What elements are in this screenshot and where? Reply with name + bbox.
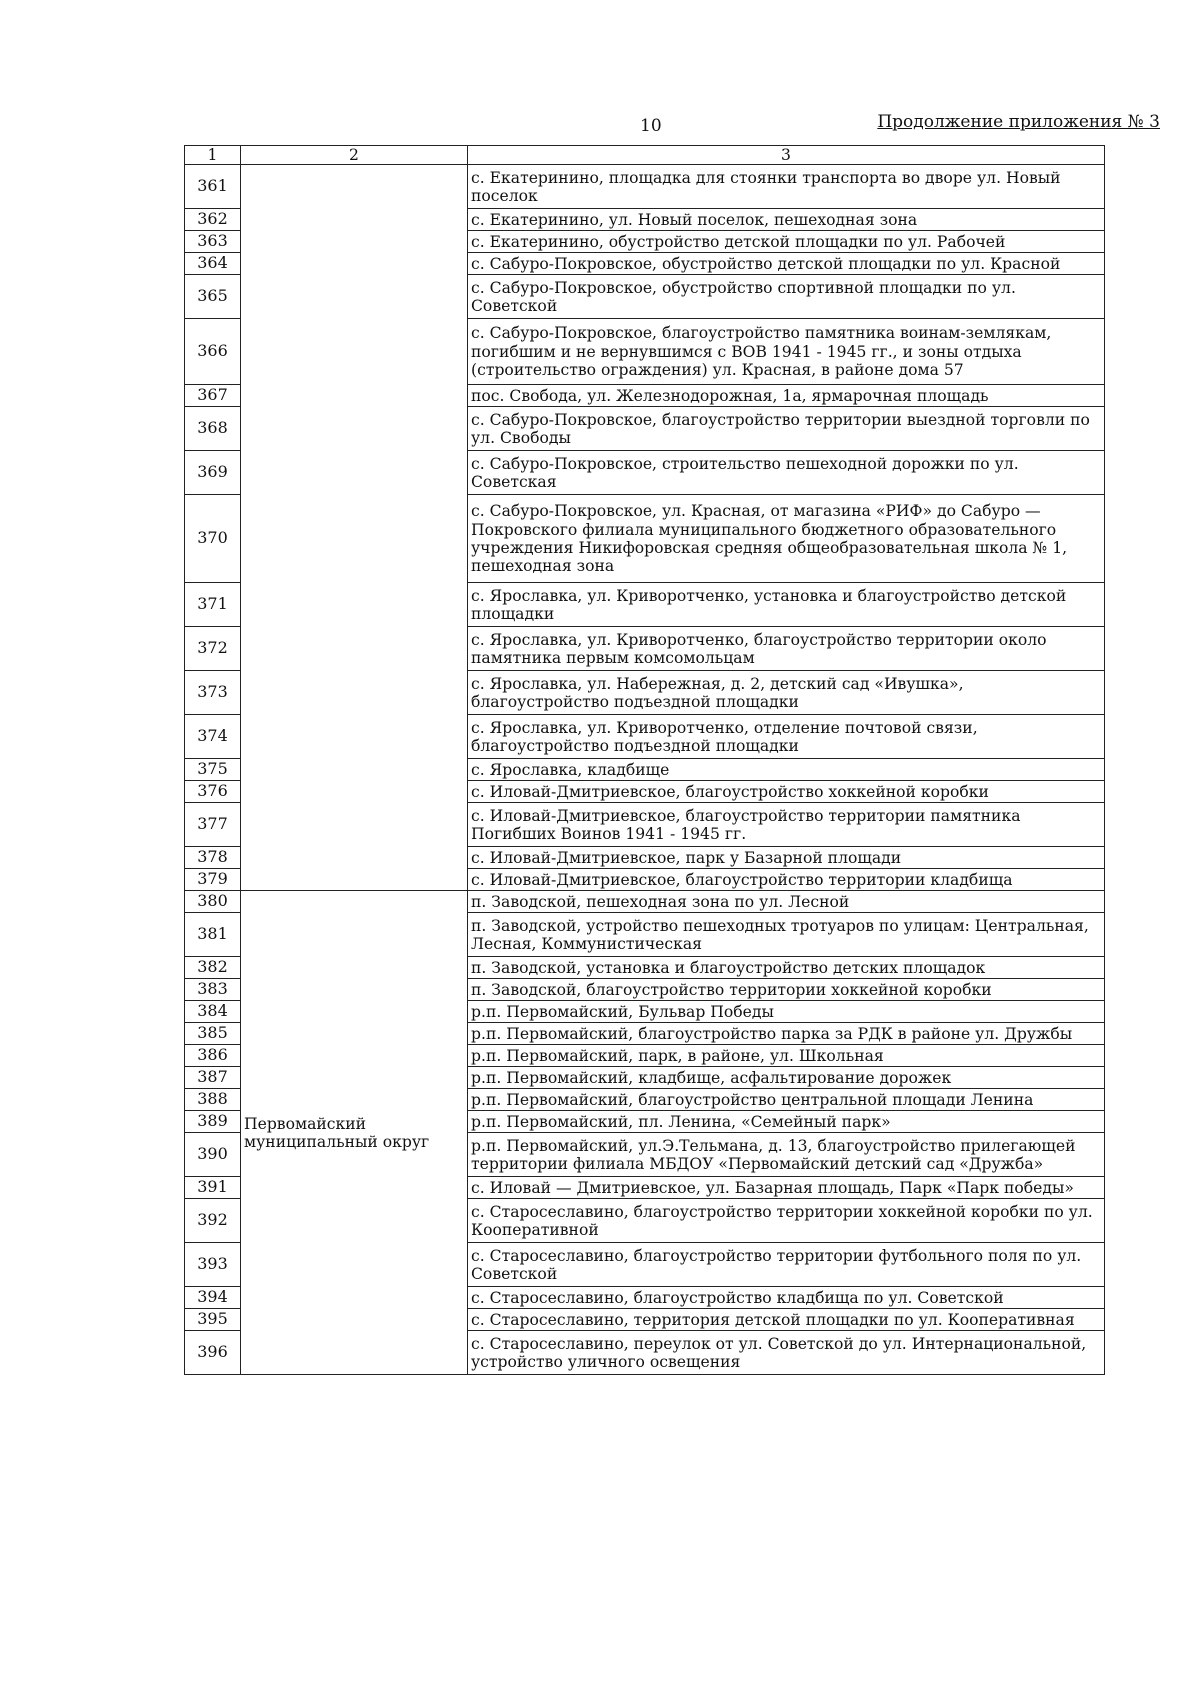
object-description: пос. Свобода, ул. Железнодорожная, 1а, ярмарочная площадь bbox=[468, 385, 1105, 407]
object-description: с. Екатеринино, обустройство детской площадки по ул. Рабочей bbox=[468, 231, 1105, 253]
row-number: 368 bbox=[185, 407, 241, 451]
row-number: 384 bbox=[185, 1001, 241, 1023]
row-number: 380 bbox=[185, 891, 241, 913]
object-description: р.п. Первомайский, благоустройство центральной площади Ленина bbox=[468, 1089, 1105, 1111]
object-description: с. Старосеславино, территория детской площадки по ул. Кооперативная bbox=[468, 1309, 1105, 1331]
table-row bbox=[185, 165, 1105, 209]
row-number: 369 bbox=[185, 451, 241, 495]
column-header-1: 1 bbox=[185, 146, 241, 165]
object-description: с. Сабуро-Покровское, обустройство детской площадки по ул. Красной bbox=[468, 253, 1105, 275]
row-number: 389 bbox=[185, 1111, 241, 1133]
object-description: п. Заводской, устройство пешеходных тротуаров по улицам: Центральная, Лесная, Коммунистическая bbox=[468, 913, 1105, 957]
row-number: 373 bbox=[185, 671, 241, 715]
row-number: 391 bbox=[185, 1177, 241, 1199]
row-number: 374 bbox=[185, 715, 241, 759]
object-description: р.п. Первомайский, Бульвар Победы bbox=[468, 1001, 1105, 1023]
table-row bbox=[185, 891, 1105, 913]
object-description: р.п. Первомайский, ул.Э.Тельмана, д. 13, благоустройство прилегающей территории филиала МБДОУ «Первомайский детский сад «Дружба» bbox=[468, 1133, 1105, 1177]
row-number: 363 bbox=[185, 231, 241, 253]
object-description: с. Ярославка, ул. Криворотченко, благоустройство территории около памятника первым комсомольцам bbox=[468, 627, 1105, 671]
object-description: с. Иловай-Дмитриевское, благоустройство хоккейной коробки bbox=[468, 781, 1105, 803]
object-description: с. Сабуро-Покровское, благоустройство памятника воинам-землякам, погибшим и не вернувшимся с ВОВ 1941 - 1945 гг., и зоны отдыха (строительство ограждения) ул. Красная, в районе дома 57 bbox=[468, 319, 1105, 385]
row-number: 387 bbox=[185, 1067, 241, 1089]
row-number: 379 bbox=[185, 869, 241, 891]
row-number: 378 bbox=[185, 847, 241, 869]
object-description: с. Сабуро-Покровское, строительство пешеходной дорожки по ул. Советская bbox=[468, 451, 1105, 495]
object-description: р.п. Первомайский, парк, в районе, ул. Школьная bbox=[468, 1045, 1105, 1067]
row-number: 362 bbox=[185, 209, 241, 231]
object-description: с. Иловай-Дмитриевское, благоустройство территории кладбища bbox=[468, 869, 1105, 891]
object-description: с. Сабуро-Покровское, благоустройство территории выездной торговли по ул. Свободы bbox=[468, 407, 1105, 451]
object-description: р.п. Первомайский, благоустройство парка за РДК в районе ул. Дружбы bbox=[468, 1023, 1105, 1045]
row-number: 366 bbox=[185, 319, 241, 385]
continuation-title: Продолжение приложения № 3 bbox=[877, 112, 1160, 132]
object-description: р.п. Первомайский, кладбище, асфальтирование дорожек bbox=[468, 1067, 1105, 1089]
row-number: 370 bbox=[185, 495, 241, 583]
object-description: с. Иловай — Дмитриевское, ул. Базарная площадь, Парк «Парк победы» bbox=[468, 1177, 1105, 1199]
appendix-table bbox=[184, 145, 1105, 1375]
object-description: с. Ярославка, ул. Криворотченко, отделение почтовой связи, благоустройство подъездной площадки bbox=[468, 715, 1105, 759]
row-number: 383 bbox=[185, 979, 241, 1001]
row-number: 361 bbox=[185, 165, 241, 209]
object-description: с. Екатеринино, ул. Новый поселок, пешеходная зона bbox=[468, 209, 1105, 231]
object-description: с. Старосеславино, переулок от ул. Советской до ул. Интернациональной, устройство уличного освещения bbox=[468, 1331, 1105, 1375]
row-number: 377 bbox=[185, 803, 241, 847]
row-number: 386 bbox=[185, 1045, 241, 1067]
row-number: 371 bbox=[185, 583, 241, 627]
object-description: с. Иловай-Дмитриевское, благоустройство территории памятника Погибших Воинов 1941 - 1945 гг. bbox=[468, 803, 1105, 847]
object-description: п. Заводской, установка и благоустройство детских площадок bbox=[468, 957, 1105, 979]
row-number: 364 bbox=[185, 253, 241, 275]
district-cell bbox=[241, 165, 468, 891]
row-number: 392 bbox=[185, 1199, 241, 1243]
object-description: с. Иловай-Дмитриевское, парк у Базарной площади bbox=[468, 847, 1105, 869]
row-number: 393 bbox=[185, 1243, 241, 1287]
district-cell: Первомайский муниципальный округ bbox=[241, 891, 468, 1375]
object-description: п. Заводской, благоустройство территории хоккейной коробки bbox=[468, 979, 1105, 1001]
object-description: с. Старосеславино, благоустройство территории хоккейной коробки по ул. Кооперативной bbox=[468, 1199, 1105, 1243]
row-number: 376 bbox=[185, 781, 241, 803]
row-number: 375 bbox=[185, 759, 241, 781]
table-body bbox=[185, 165, 1105, 1375]
row-number: 372 bbox=[185, 627, 241, 671]
column-header-2: 2 bbox=[241, 146, 468, 165]
object-description: с. Старосеславино, благоустройство кладбища по ул. Советской bbox=[468, 1287, 1105, 1309]
page-number: 10 bbox=[640, 116, 662, 136]
object-description: с. Ярославка, ул. Набережная, д. 2, детский сад «Ивушка», благоустройство подъездной площадки bbox=[468, 671, 1105, 715]
row-number: 367 bbox=[185, 385, 241, 407]
row-number: 396 bbox=[185, 1331, 241, 1375]
object-description: п. Заводской, пешеходная зона по ул. Лесной bbox=[468, 891, 1105, 913]
object-description: с. Сабуро-Покровское, обустройство спортивной площадки по ул. Советской bbox=[468, 275, 1105, 319]
object-description: с. Ярославка, ул. Криворотченко, установка и благоустройство детской площадки bbox=[468, 583, 1105, 627]
object-description: с. Ярославка, кладбище bbox=[468, 759, 1105, 781]
column-header-3: 3 bbox=[468, 146, 1105, 165]
row-number: 394 bbox=[185, 1287, 241, 1309]
row-number: 395 bbox=[185, 1309, 241, 1331]
table-header-row bbox=[185, 146, 1105, 165]
row-number: 390 bbox=[185, 1133, 241, 1177]
object-description: с. Екатеринино, площадка для стоянки транспорта во дворе ул. Новый поселок bbox=[468, 165, 1105, 209]
object-description: с. Сабуро-Покровское, ул. Красная, от магазина «РИФ» до Сабуро — Покровского филиала муниципального бюджетного образовательного учреждения Никифоровская средняя общеобразовательная школа № 1, пешеходная зона bbox=[468, 495, 1105, 583]
row-number: 382 bbox=[185, 957, 241, 979]
object-description: р.п. Первомайский, пл. Ленина, «Семейный парк» bbox=[468, 1111, 1105, 1133]
row-number: 365 bbox=[185, 275, 241, 319]
row-number: 381 bbox=[185, 913, 241, 957]
row-number: 388 bbox=[185, 1089, 241, 1111]
row-number: 385 bbox=[185, 1023, 241, 1045]
object-description: с. Старосеславино, благоустройство территории футбольного поля по ул. Советской bbox=[468, 1243, 1105, 1287]
